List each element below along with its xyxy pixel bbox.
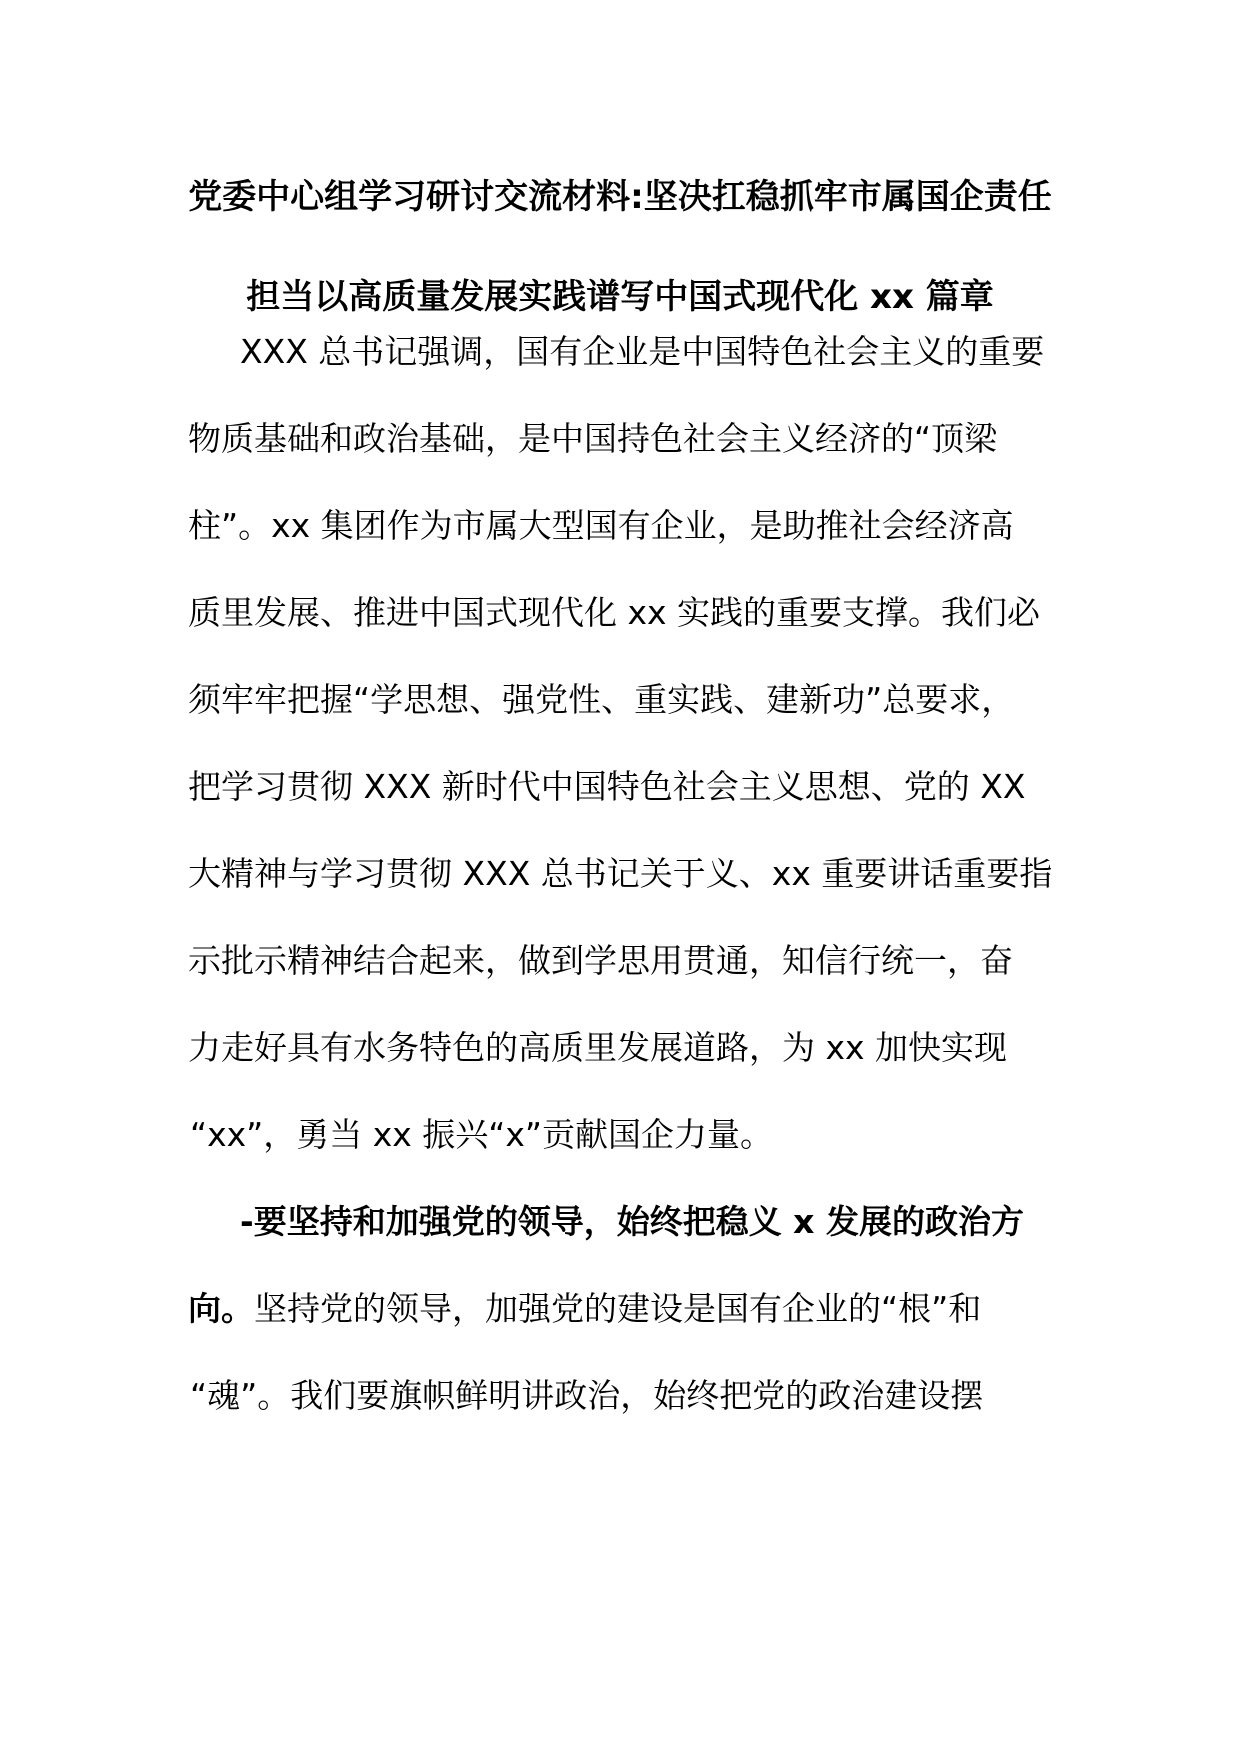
paragraph-1-line-3: 柱”。xx 集团作为市属大型国有企业，是助推社会经济高 — [188, 506, 1014, 545]
title-line-2: 担当以高质量发展实践谱写中国式现代化 xx 篇章 — [246, 277, 994, 317]
paragraph-1-line-5: 须牢牢把握“学思想、强党性、重实践、建新功”总要求， — [188, 680, 1015, 719]
section-heading-line-1: -要坚持和加强党的领导，始终把稳义 x 发展的政治方 — [240, 1202, 1024, 1241]
paragraph-1-line-8: 示批示精神结合起来，做到学思用贯通，知信行统一，奋 — [188, 941, 1013, 980]
paragraph-1-line-2: 物质基础和政治基础，是中国持色社会主义经济的“顶梁 — [188, 419, 998, 458]
paragraph-1-line-6: 把学习贯彻 XXX 新时代中国特色社会主义思想、党的 XX — [188, 767, 1026, 806]
section-heading-end: 向。 — [188, 1289, 254, 1328]
title-line-1: 党委中心组学习研讨交流材料:坚决扛稳抓牢市属国企责任 — [188, 177, 1052, 217]
paragraph-1-line-9: 力走好具有水务特色的高质里发展道路，为 xx 加快实现 — [188, 1028, 1008, 1067]
paragraph-2-text-1: 坚持党的领导，加强党的建设是国有企业的“根”和 — [254, 1289, 982, 1328]
paragraph-1-line-1: XXX 总书记强调，国有企业是中国特色社会主义的重要 — [240, 332, 1045, 371]
paragraph-1-line-7: 大精神与学习贯彻 XXX 总书记关于义、xx 重要讲话重要指 — [188, 854, 1053, 893]
paragraph-2-line-1 — [188, 1287, 981, 1331]
paragraph-1-line-10: “xx”，勇当 xx 振兴“x”贡献国企力量。 — [190, 1115, 774, 1154]
paragraph-1-line-4: 质里发展、推进中国式现代化 xx 实践的重要支撑。我们必 — [188, 593, 1041, 632]
paragraph-2-line-2: “魂”。我们要旗帜鲜明讲政治，始终把党的政治建设摆 — [190, 1376, 984, 1415]
